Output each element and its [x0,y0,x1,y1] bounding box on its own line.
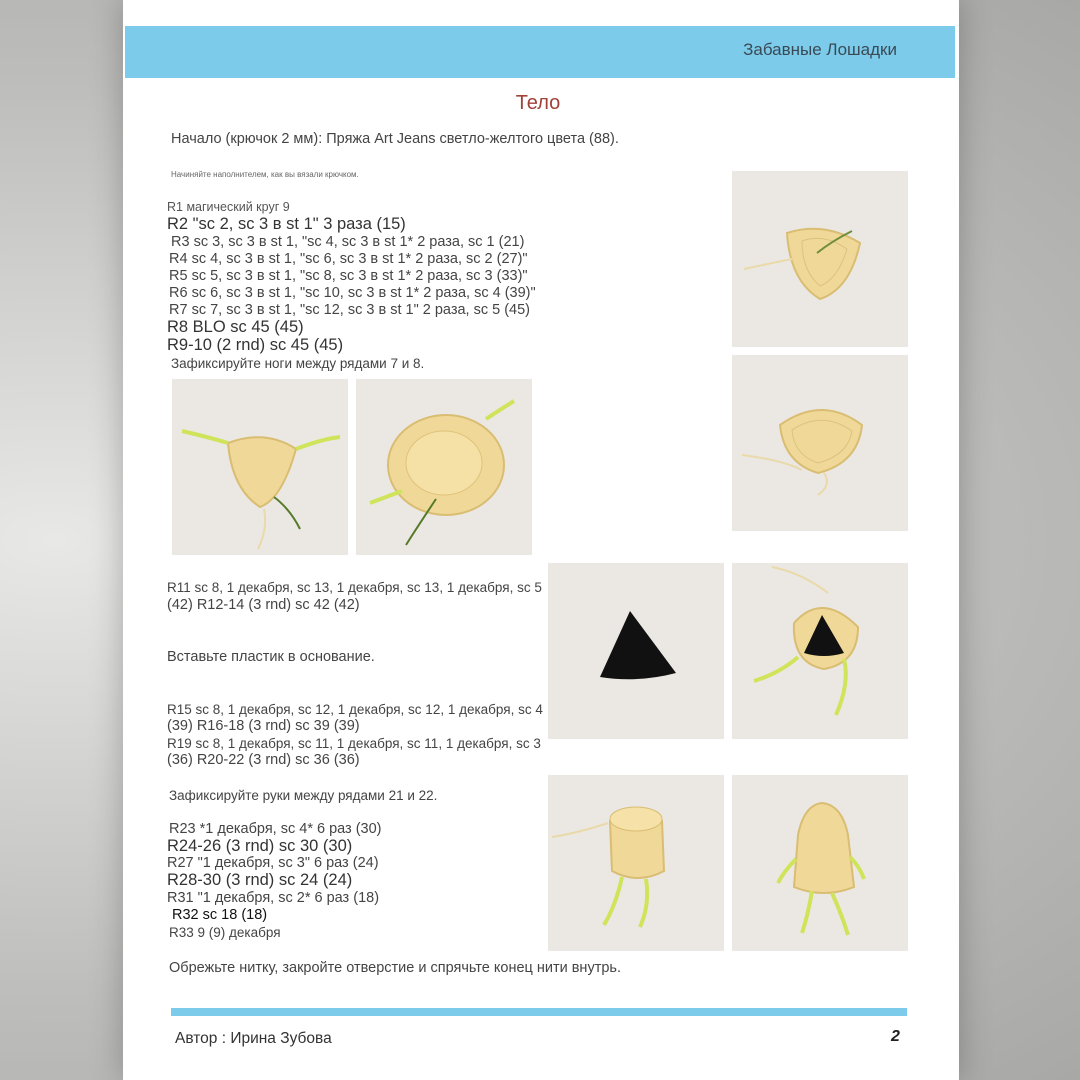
row-r28-30: R28-30 (3 rnd) sc 24 (24) [167,871,353,889]
row-r24-26: R24-26 (3 rnd) sc 30 (30) [167,837,353,855]
intro-note: Начиняйте наполнителем, как вы вязали крючком. [171,170,359,179]
photo-body-tube [548,775,724,951]
note-arms: Зафиксируйте руки между рядами 21 и 22. [169,788,438,803]
row-r7: R7 sc 7, sc 3 в st 1, "sc 12, sc 3 в st 1" 2 раза, sc 5 (45) [169,302,530,318]
photo-plastic-triangle [548,563,724,739]
document-page [123,0,959,1080]
row-r32: R32 sc 18 (18) [172,907,268,923]
header-bar [125,26,955,78]
note-finish: Обрежьте нитку, закройте отверстие и спрячьте конец нити внутрь. [169,960,621,976]
photo-triangle-base-1 [732,171,908,347]
row-r23: R23 *1 декабря, sc 4* 6 раз (30) [169,821,382,837]
row-r11: R11 sc 8, 1 декабря, sc 13, 1 декабря, sc 13, 1 декабря, sc 5 [167,580,542,595]
footer-divider [171,1008,907,1016]
section-title: Тело [515,92,561,114]
row-r12-14: (42) R12-14 (3 rnd) sc 42 (42) [167,597,360,613]
row-r6: R6 sc 6, sc 3 в st 1, "sc 10, sc 3 в st 1* 2 раза, sc 4 (39)" [169,285,536,301]
note-legs: Зафиксируйте ноги между рядами 7 и 8. [171,356,425,371]
footer-author: Автор : Ирина Зубова [175,1030,332,1047]
row-r4: R4 sc 4, sc 3 в st 1, "sc 6, sc 3 в st 1* 2 раза, sc 2 (27)" [169,251,528,267]
row-r31: R31 "1 декабря, sc 2* 6 раз (18) [167,890,380,906]
row-r5: R5 sc 5, sc 3 в st 1, "sc 8, sc 3 в st 1* 2 раза, sc 3 (33)" [169,268,528,284]
row-r20-22: (36) R20-22 (3 rnd) sc 36 (36) [167,752,360,768]
photo-triangle-base-2 [732,355,908,531]
row-r27: R27 "1 декабря, sc 3" 6 раз (24) [167,855,379,871]
row-r16-18: (39) R16-18 (3 rnd) sc 39 (39) [167,718,360,734]
row-r3: R3 sc 3, sc 3 в st 1, "sc 4, sc 3 в st 1* 2 раза, sc 1 (21) [171,234,525,250]
row-r15: R15 sc 8, 1 декабря, sc 12, 1 декабря, sc 12, 1 декабря, sc 4 [167,702,543,717]
row-r1: R1 магический круг 9 [167,200,290,214]
photo-base-with-legs-1 [172,379,348,555]
photo-body-cone [732,775,908,951]
row-r2: R2 "sc 2, sc 3 в st 1" 3 раза (15) [167,215,406,233]
row-r19: R19 sc 8, 1 декабря, sc 11, 1 декабря, sc 11, 1 декабря, sc 3 [167,736,541,751]
row-r8: R8 BLO sc 45 (45) [167,318,304,336]
intro-line: Начало (крючок 2 мм): Пряжа Art Jeans светло-желтого цвета (88). [171,131,619,147]
header-title: Забавные Лошадки [743,40,897,59]
page-number: 2 [891,1028,900,1045]
photo-base-with-legs-2 [356,379,532,555]
note-plastic: Вставьте пластик в основание. [167,649,375,665]
row-r9-10: R9-10 (2 rnd) sc 45 (45) [167,336,344,354]
photo-plastic-inserted [732,563,908,739]
row-r33: R33 9 (9) декабря [169,925,281,940]
